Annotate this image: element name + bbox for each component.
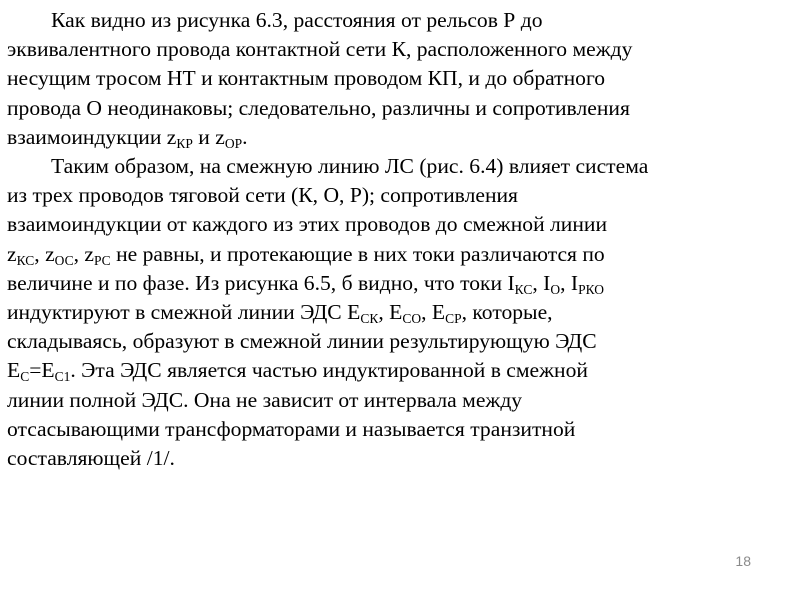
text-line: несущим тросом НТ и контактным проводом КП, и до обратного — [7, 66, 606, 91]
text-fragment: индуктируют в смежной линии ЭДС Е — [7, 300, 361, 325]
text-fragment: , Е — [421, 300, 446, 325]
text-line: линии полной ЭДС. Она не зависит от интервала между — [7, 387, 523, 412]
page-number: 18 — [735, 553, 751, 569]
subscript: ОС — [54, 252, 74, 268]
text-fragment: =Е — [29, 358, 55, 383]
subscript: СО — [402, 311, 422, 327]
paragraph-2 — [7, 152, 779, 473]
text-line: эквивалентного провода контактной сети К, расположенного между — [7, 37, 633, 62]
subscript: КР — [176, 135, 193, 151]
text-line — [7, 123, 779, 152]
text-line: взаимоиндукции от каждого из этих проводов до смежной линии — [7, 212, 608, 237]
paragraph-1 — [7, 6, 779, 152]
text-fragment: z — [7, 241, 17, 266]
text-fragment: . — [242, 124, 248, 149]
text-fragment: , I — [532, 270, 551, 295]
text-fragment: . Эта ЭДС является частью индуктированной в смежной — [70, 358, 588, 383]
subscript: СК — [360, 311, 379, 327]
text-line — [7, 356, 779, 385]
text-fragment: и z — [192, 124, 225, 149]
subscript: С1 — [54, 369, 71, 385]
subscript: РКО — [578, 281, 605, 297]
text-fragment: , которые, — [461, 300, 553, 325]
text-fragment: , z — [73, 241, 94, 266]
text-fragment: величине и по фазе. Из рисунка 6.5, б видно, что токи I — [7, 270, 515, 295]
text-line: Таким образом, на смежную линию ЛС (рис. 6.4) влияет система — [51, 154, 649, 179]
text-fragment: , Е — [378, 300, 403, 325]
text-line: Как видно из рисунка 6.3, расстояния от рельсов Р до — [51, 8, 543, 32]
subscript: С — [20, 369, 30, 385]
text-line — [7, 240, 779, 269]
text-fragment: взаимоиндукции z — [7, 124, 177, 149]
text-fragment: , z — [34, 241, 55, 266]
text-line — [7, 269, 779, 298]
text-line — [7, 298, 779, 327]
text-line: отсасывающими трансформаторами и называется транзитной — [7, 416, 576, 441]
text-line: составляющей /1/. — [7, 446, 175, 471]
subscript: О — [550, 281, 561, 297]
text-line: складываясь, образуют в смежной линии результирующую ЭДС — [7, 329, 597, 354]
body-text — [7, 6, 779, 473]
text-fragment: Е — [7, 358, 21, 383]
subscript: РС — [93, 252, 111, 268]
subscript: ОР — [224, 135, 243, 151]
text-line: из трех проводов тяговой сети (К, О, Р); сопротивления — [7, 183, 518, 208]
text-line: провода О неодинаковы; следовательно, различны и сопротивления — [7, 95, 630, 120]
subscript: КС — [16, 252, 35, 268]
subscript: СР — [445, 311, 462, 327]
subscript: КС — [514, 281, 533, 297]
text-fragment: не равны, и протекающие в них токи различаются по — [110, 241, 605, 266]
text-fragment: , I — [560, 270, 579, 295]
